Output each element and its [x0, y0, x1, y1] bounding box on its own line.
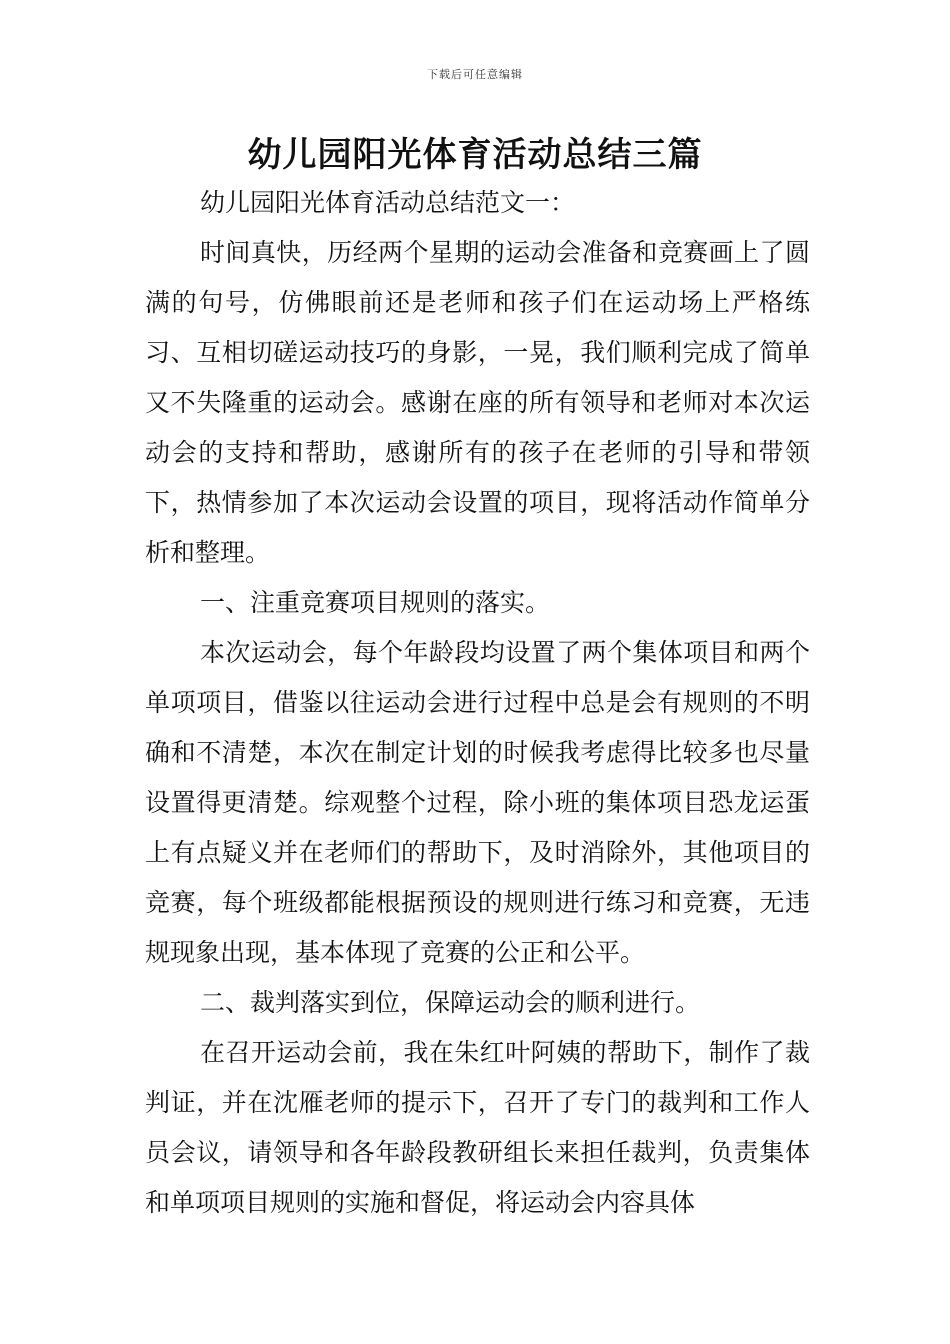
document-body	[145, 178, 810, 1228]
paragraph: 在召开运动会前，我在朱红叶阿姨的帮助下，制作了裁判证，并在沈雁老师的提示下，召开了专门的裁判和工作人员会议，请领导和各年龄段教研组长来担任裁判，负责集体和单项项目规则的实施和督促，将运动会内容具体	[145, 1038, 810, 1217]
document-title: 幼儿园阳光体育活动总结三篇	[247, 135, 703, 175]
section-heading: 二、裁判落实到位，保障运动会的顺利进行。	[200, 988, 701, 1017]
section-heading: 一、注重竞赛项目规则的落实。	[200, 588, 551, 617]
paragraph: 时间真快，历经两个星期的运动会准备和竞赛画上了圆满的句号，仿佛眼前还是老师和孩子们在运动场上严格练习、互相切磋运动技巧的身影，一晃，我们顺利完成了简单又不失隆重的运动会。感谢在座的所有领导和老师对本次运动会的支持和帮助，感谢所有的孩子在老师的引导和带领下，热情参加了本次运动会设置的项目，现将活动作简单分析和整理。	[145, 238, 810, 567]
section-heading-sample-one: 幼儿园阳光体育活动总结范文一：	[200, 188, 576, 217]
header-note: 下载后可任意编辑	[427, 68, 523, 81]
paragraph: 本次运动会，每个年龄段均设置了两个集体项目和两个单项项目，借鉴以往运动会进行过程中总是会有规则的不明确和不清楚，本次在制定计划的时候我考虑得比较多也尽量设置得更清楚。综观整个过程，除小班的集体项目恐龙运蛋上有点疑义并在老师们的帮助下，及时消除外，其他项目的竞赛，每个班级都能根据预设的规则进行练习和竞赛，无违规现象出现，基本体现了竞赛的公正和公平。	[145, 638, 810, 967]
